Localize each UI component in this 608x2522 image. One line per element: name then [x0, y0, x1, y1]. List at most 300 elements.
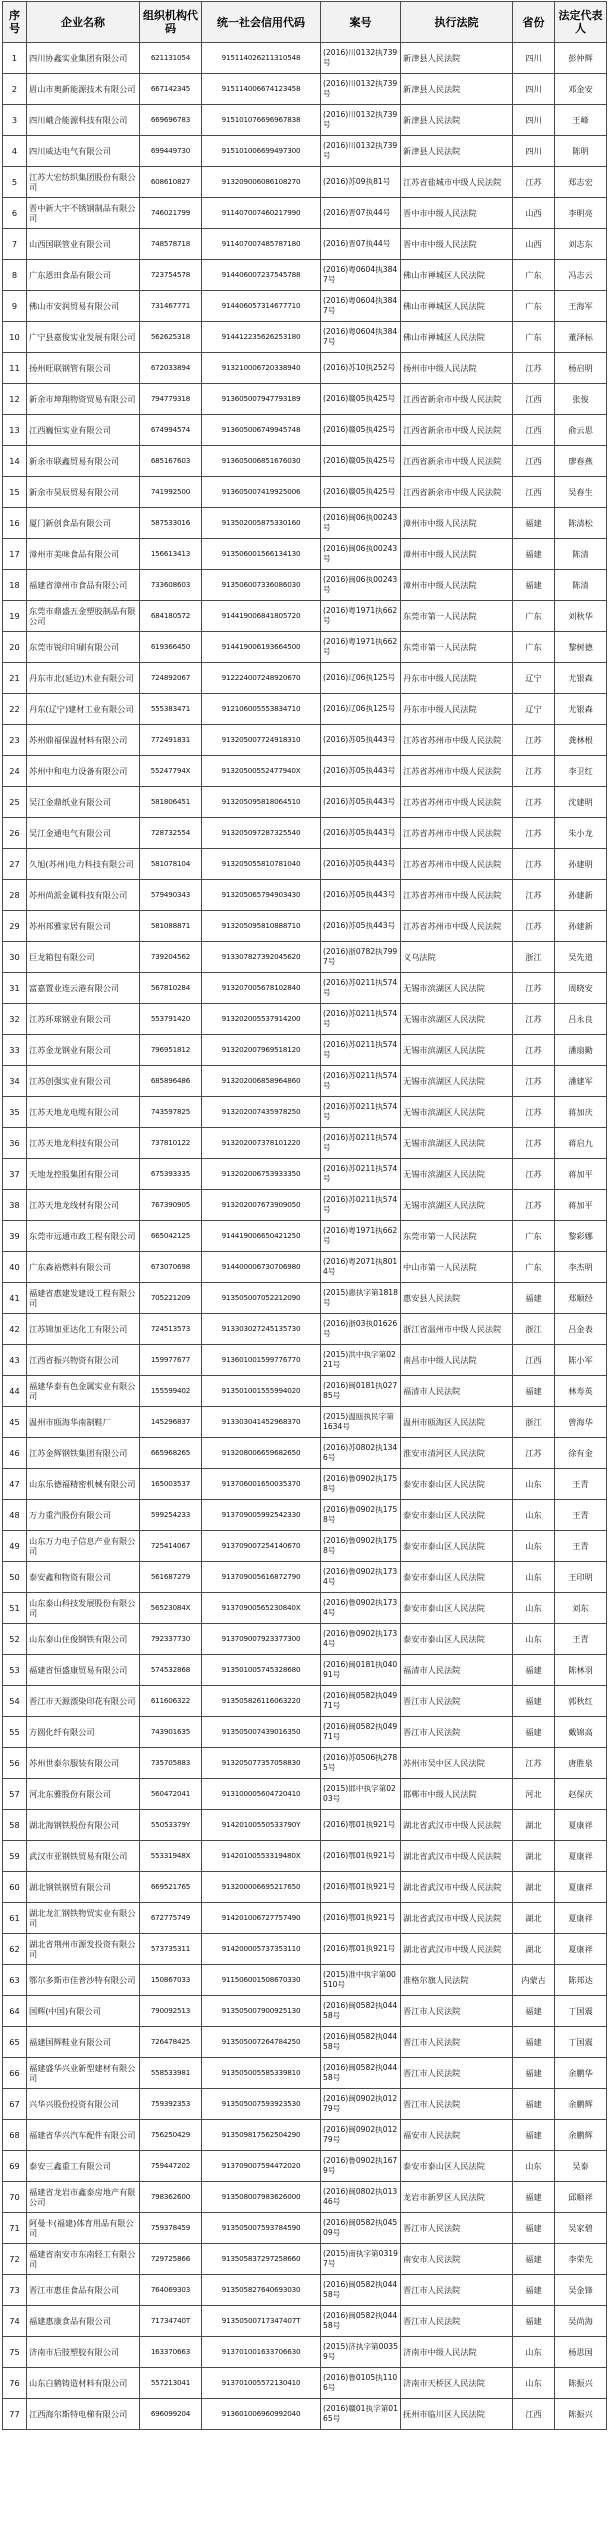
cell-company-name: 新余市昊辰贸易有限公司 — [27, 477, 140, 508]
cell-credit-code: 913505005585339810 — [202, 2058, 321, 2089]
cell-case-number: (2016)苏0802执1346号 — [321, 1438, 401, 1469]
cell-court: 晋江市人民法院 — [401, 2275, 513, 2306]
cell-court: 湖北省武汉市中级人民法院 — [401, 1841, 513, 1872]
cell-province: 福建 — [513, 1717, 555, 1748]
cell-row-index: 61 — [3, 1903, 27, 1934]
cell-credit-code: 914412235626253180 — [202, 322, 321, 353]
cell-company-name: 四川威达电气有限公司 — [27, 136, 140, 167]
cell-credit-code: 913205065794903430 — [202, 880, 321, 911]
cell-company-name: 湖北海钢铁股份有限公司 — [27, 1810, 140, 1841]
table-row — [3, 1531, 607, 1562]
cell-legal-rep: 王青 — [555, 1469, 607, 1500]
cell-court: 无锡市滨湖区人民法院 — [401, 1097, 513, 1128]
cell-legal-rep: 郑顺经 — [555, 1283, 607, 1314]
cell-org-code: 790092513 — [140, 1996, 202, 2027]
cell-row-index: 21 — [3, 663, 27, 694]
table-row — [3, 198, 607, 229]
cell-row-index: 32 — [3, 1004, 27, 1035]
cell-company-name: 江苏天地龙线材有限公司 — [27, 1190, 140, 1221]
cell-court: 龙岩市新罗区人民法院 — [401, 2182, 513, 2213]
cell-court: 江苏省苏州市中级人民法院 — [401, 880, 513, 911]
table-row — [3, 849, 607, 880]
cell-company-name: 吴江金通电气有限公司 — [27, 818, 140, 849]
cell-credit-code: 914406007237545788 — [202, 260, 321, 291]
cell-court: 淮安市清河区人民法院 — [401, 1438, 513, 1469]
cell-court: 中山市第一人民法院 — [401, 1252, 513, 1283]
cell-case-number: (2016)苏0211执574号 — [321, 1035, 401, 1066]
cell-org-code: 599254233 — [140, 1500, 202, 1531]
cell-org-code: 672775749 — [140, 1903, 202, 1934]
cell-province: 江苏 — [513, 880, 555, 911]
cell-case-number: (2016)苏0211执574号 — [321, 1097, 401, 1128]
cell-legal-rep: 尤银森 — [555, 694, 607, 725]
cell-legal-rep: 孙建新 — [555, 880, 607, 911]
cell-legal-rep: 王青 — [555, 1531, 607, 1562]
cell-province: 山东 — [513, 1562, 555, 1593]
cell-credit-code: 913505007593923530 — [202, 2089, 321, 2120]
cell-province: 江苏 — [513, 756, 555, 787]
cell-province: 江苏 — [513, 818, 555, 849]
cell-court: 无锡市滨湖区人民法院 — [401, 1159, 513, 1190]
table-row — [3, 756, 607, 787]
cell-court: 东莞市第一人民法院 — [401, 1221, 513, 1252]
cell-case-number: (2016)鲁0902执1758号 — [321, 1531, 401, 1562]
cell-province: 福建 — [513, 2275, 555, 2306]
table-row — [3, 818, 607, 849]
cell-court: 东莞市第一人民法院 — [401, 601, 513, 632]
cell-org-code: 553791420 — [140, 1004, 202, 1035]
cell-province: 福建 — [513, 2089, 555, 2120]
cell-court: 晋江市人民法院 — [401, 2089, 513, 2120]
cell-org-code: 150867033 — [140, 1965, 202, 1996]
cell-court: 浙江省温州市中级人民法院 — [401, 1314, 513, 1345]
cell-province: 江西 — [513, 477, 555, 508]
cell-company-name: 武汉市亚钢铁贸易有限公司 — [27, 1841, 140, 1872]
cell-province: 山东 — [513, 1500, 555, 1531]
cell-court: 晋江市人民法院 — [401, 2213, 513, 2244]
cell-credit-code: 91350500717347407T — [202, 2306, 321, 2337]
cell-legal-rep: 夏康祥 — [555, 1934, 607, 1965]
table-row — [3, 229, 607, 260]
cell-province: 江西 — [513, 415, 555, 446]
cell-credit-code: 913506001566134130 — [202, 539, 321, 570]
cell-court: 无锡市滨湖区人民法院 — [401, 1004, 513, 1035]
table-row — [3, 601, 607, 632]
cell-court: 江西省新余市中级人民法院 — [401, 384, 513, 415]
cell-province: 辽宁 — [513, 694, 555, 725]
cell-legal-rep: 蒋加平 — [555, 1159, 607, 1190]
cell-case-number: (2016)闽0582执04458号 — [321, 2027, 401, 2058]
table-row — [3, 1686, 607, 1717]
cell-credit-code: 913505007900925130 — [202, 1996, 321, 2027]
cell-credit-code: 915101006699497300 — [202, 136, 321, 167]
cell-org-code: 748578718 — [140, 229, 202, 260]
cell-legal-rep: 陈清 — [555, 539, 607, 570]
cell-province: 四川 — [513, 43, 555, 74]
cell-court: 福清市人民法院 — [401, 1655, 513, 1686]
cell-legal-rep: 李卫红 — [555, 756, 607, 787]
cell-row-index: 72 — [3, 2244, 27, 2275]
cell-company-name: 四川协鑫实业集团有限公司 — [27, 43, 140, 74]
cell-row-index: 66 — [3, 2058, 27, 2089]
cell-case-number: (2016)鄂01执921号 — [321, 1810, 401, 1841]
cell-row-index: 40 — [3, 1252, 27, 1283]
cell-province: 山东 — [513, 1624, 555, 1655]
cell-org-code: 746021799 — [140, 198, 202, 229]
cell-credit-code: 911407007485787180 — [202, 229, 321, 260]
cell-province: 山西 — [513, 198, 555, 229]
cell-row-index: 17 — [3, 539, 27, 570]
cell-court: 湖北省武汉市中级人民法院 — [401, 1810, 513, 1841]
cell-province: 江苏 — [513, 1035, 555, 1066]
table-row — [3, 570, 607, 601]
cell-case-number: (2016)苏0211执574号 — [321, 1128, 401, 1159]
cell-case-number: (2016)赣01执字第0165号 — [321, 2399, 401, 2430]
cell-credit-code: 913701005572130410 — [202, 2368, 321, 2399]
cell-court: 准格尔旗人民法院 — [401, 1965, 513, 1996]
table-row — [3, 2151, 607, 2182]
cell-credit-code: 913709005616872790 — [202, 1562, 321, 1593]
cell-court: 漳州市中级人民法院 — [401, 508, 513, 539]
cell-credit-code: 913509817562504290 — [202, 2120, 321, 2151]
table-row — [3, 2213, 607, 2244]
cell-case-number: (2016)苏0211执574号 — [321, 1004, 401, 1035]
cell-court: 江苏省苏州市中级人民法院 — [401, 787, 513, 818]
cell-province: 江苏 — [513, 911, 555, 942]
table-row — [3, 880, 607, 911]
cell-row-index: 44 — [3, 1376, 27, 1407]
cell-province: 湖北 — [513, 1841, 555, 1872]
cell-company-name: 山东白鹤铸造材料有限公司 — [27, 2368, 140, 2399]
cell-credit-code: 913307827392045620 — [202, 942, 321, 973]
table-row — [3, 1469, 607, 1500]
cell-company-name: 泰安三鑫重工有限公司 — [27, 2151, 140, 2182]
cell-province: 福建 — [513, 508, 555, 539]
cell-row-index: 36 — [3, 1128, 27, 1159]
cell-court: 无锡市滨湖区人民法院 — [401, 1035, 513, 1066]
cell-row-index: 73 — [3, 2275, 27, 2306]
cell-company-name: 丹东市北(延边)木业有限公司 — [27, 663, 140, 694]
cell-row-index: 65 — [3, 2027, 27, 2058]
cell-company-name: 眉山市奥新能源技术有限公司 — [27, 74, 140, 105]
cell-credit-code: 913709007254140670 — [202, 1531, 321, 1562]
cell-court: 泰安市泰山区人民法院 — [401, 1531, 513, 1562]
table-row — [3, 911, 607, 942]
cell-case-number: (2016)川0132执739号 — [321, 136, 401, 167]
cell-legal-rep: 陈振兴 — [555, 2399, 607, 2430]
cell-court: 晋江市人民法院 — [401, 1717, 513, 1748]
cell-row-index: 18 — [3, 570, 27, 601]
cell-org-code: 684180572 — [140, 601, 202, 632]
table-row — [3, 942, 607, 973]
cell-case-number: (2016)鲁0902执1734号 — [321, 1562, 401, 1593]
table-row — [3, 384, 607, 415]
cell-row-index: 39 — [3, 1221, 27, 1252]
cell-legal-rep: 吴金锋 — [555, 2275, 607, 2306]
cell-province: 辽宁 — [513, 663, 555, 694]
header-org-code: 组织机构代码 — [140, 2, 202, 43]
cell-province: 广东 — [513, 1221, 555, 1252]
cell-court: 佛山市禅城区人民法院 — [401, 260, 513, 291]
cell-case-number: (2016)川0132执739号 — [321, 74, 401, 105]
cell-credit-code: 912224007248920670 — [202, 663, 321, 694]
cell-legal-rep: 吴先道 — [555, 942, 607, 973]
cell-legal-rep: 邓金安 — [555, 74, 607, 105]
cell-court: 晋中市中级人民法院 — [401, 229, 513, 260]
table-row — [3, 1500, 607, 1531]
cell-company-name: 晋江市天源漂染印花有限公司 — [27, 1686, 140, 1717]
cell-org-code: 608610827 — [140, 167, 202, 198]
cell-legal-rep: 陈邦达 — [555, 1965, 607, 1996]
cell-row-index: 77 — [3, 2399, 27, 2430]
cell-row-index: 3 — [3, 105, 27, 136]
cell-org-code: 665042125 — [140, 1221, 202, 1252]
cell-province: 山东 — [513, 1469, 555, 1500]
cell-row-index: 67 — [3, 2089, 27, 2120]
cell-case-number: (2016)鲁0902执1758号 — [321, 1500, 401, 1531]
cell-org-code: 55331948X — [140, 1841, 202, 1872]
cell-org-code: 567810284 — [140, 973, 202, 1004]
cell-case-number: (2016)苏05执443号 — [321, 849, 401, 880]
cell-credit-code: 913505007264784250 — [202, 2027, 321, 2058]
cell-company-name: 巨龙箱包有限公司 — [27, 942, 140, 973]
cell-row-index: 49 — [3, 1531, 27, 1562]
cell-company-name: 福建国辉鞋业有限公司 — [27, 2027, 140, 2058]
table-row — [3, 2399, 607, 2430]
cell-legal-rep: 郑志宏 — [555, 167, 607, 198]
table-row — [3, 1934, 607, 1965]
cell-court: 漳州市中级人民法院 — [401, 539, 513, 570]
cell-row-index: 27 — [3, 849, 27, 880]
cell-legal-rep: 龚林根 — [555, 725, 607, 756]
cell-case-number: (2016)闽06执00243号 — [321, 539, 401, 570]
cell-row-index: 68 — [3, 2120, 27, 2151]
cell-credit-code: 913605007947793189 — [202, 384, 321, 415]
cell-court: 温州市瓯海区人民法院 — [401, 1407, 513, 1438]
cell-credit-code: 914419006650421250 — [202, 1221, 321, 1252]
cell-court: 湖北省武汉市中级人民法院 — [401, 1934, 513, 1965]
cell-case-number: (2016)苏0211执574号 — [321, 1066, 401, 1097]
cell-org-code: 579490343 — [140, 880, 202, 911]
cell-province: 江苏 — [513, 1190, 555, 1221]
cell-org-code: 581806451 — [140, 787, 202, 818]
cell-row-index: 75 — [3, 2337, 27, 2368]
cell-legal-rep: 丁国震 — [555, 2027, 607, 2058]
cell-org-code: 665968265 — [140, 1438, 202, 1469]
cell-case-number: (2016)闽0582执04458号 — [321, 1996, 401, 2027]
cell-case-number: (2016)粤0604执3847号 — [321, 291, 401, 322]
cell-credit-code: 913209006086108270 — [202, 167, 321, 198]
cell-org-code: 767390905 — [140, 1190, 202, 1221]
cell-row-index: 7 — [3, 229, 27, 260]
cell-row-index: 26 — [3, 818, 27, 849]
cell-org-code: 675393335 — [140, 1159, 202, 1190]
cell-credit-code: 913505827640693030 — [202, 2275, 321, 2306]
cell-case-number: (2016)闽0582执04971号 — [321, 1686, 401, 1717]
cell-legal-rep: 李明亮 — [555, 198, 607, 229]
cell-row-index: 2 — [3, 74, 27, 105]
cell-org-code: 772491831 — [140, 725, 202, 756]
cell-court: 泰安市泰山区人民法院 — [401, 1624, 513, 1655]
cell-province: 内蒙古 — [513, 1965, 555, 1996]
cell-org-code: 735705883 — [140, 1748, 202, 1779]
cell-case-number: (2016)闽06执00243号 — [321, 570, 401, 601]
cell-legal-rep: 王青 — [555, 1624, 607, 1655]
cell-court: 济南市中级人民法院 — [401, 2337, 513, 2368]
table-row — [3, 1965, 607, 1996]
cell-company-name: 福建省惠建发建设工程有限公司 — [27, 1283, 140, 1314]
cell-credit-code: 913605007419925006 — [202, 477, 321, 508]
cell-company-name: 阿曼卡(福建)体育用品有限公司 — [27, 2213, 140, 2244]
cell-legal-rep: 邱顺祥 — [555, 2182, 607, 2213]
cell-row-index: 60 — [3, 1872, 27, 1903]
cell-legal-rep: 朱小龙 — [555, 818, 607, 849]
cell-province: 福建 — [513, 1686, 555, 1717]
cell-company-name: 方圆化纤有限公司 — [27, 1717, 140, 1748]
cell-org-code: 685167603 — [140, 446, 202, 477]
cell-company-name: 新余市联鑫贸易有限公司 — [27, 446, 140, 477]
cell-case-number: (2015)邯中执字第0203号 — [321, 1779, 401, 1810]
cell-org-code: 743901635 — [140, 1717, 202, 1748]
cell-case-number: (2016)闽0181执02785号 — [321, 1376, 401, 1407]
table-row — [3, 1159, 607, 1190]
cell-court: 福清市人民法院 — [401, 1376, 513, 1407]
cell-legal-rep: 吴尚海 — [555, 2306, 607, 2337]
cell-legal-rep: 林寿英 — [555, 1376, 607, 1407]
cell-case-number: (2016)赣05执425号 — [321, 477, 401, 508]
cell-province: 福建 — [513, 2213, 555, 2244]
cell-company-name: 江西省振兴物资有限公司 — [27, 1345, 140, 1376]
cell-credit-code: 914419006841805720 — [202, 601, 321, 632]
cell-company-name: 江苏金辉钢铁集团有限公司 — [27, 1438, 140, 1469]
cell-province: 江苏 — [513, 1128, 555, 1159]
cell-credit-code: 913501005745328680 — [202, 1655, 321, 1686]
cell-province: 福建 — [513, 2120, 555, 2151]
cell-org-code: 611606322 — [140, 1686, 202, 1717]
table-row — [3, 1779, 607, 1810]
cell-case-number: (2016)鲁0902执1758号 — [321, 1469, 401, 1500]
cell-company-name: 江苏金龙钢业有限公司 — [27, 1035, 140, 1066]
table-row — [3, 2058, 607, 2089]
cell-org-code: 672033894 — [140, 353, 202, 384]
cell-case-number: (2016)浙0782执7997号 — [321, 942, 401, 973]
cell-company-name: 福建省龙岩市鑫泰房地产有限公司 — [27, 2182, 140, 2213]
cell-legal-rep: 李荣先 — [555, 2244, 607, 2275]
table-row — [3, 415, 607, 446]
cell-province: 福建 — [513, 2182, 555, 2213]
cell-legal-rep: 廖春燕 — [555, 446, 607, 477]
cell-legal-rep: 夏康祥 — [555, 1872, 607, 1903]
cell-province: 江西 — [513, 1345, 555, 1376]
cell-company-name: 新余市坤翔物资贸易有限公司 — [27, 384, 140, 415]
cell-row-index: 16 — [3, 508, 27, 539]
cell-province: 湖北 — [513, 1903, 555, 1934]
cell-case-number: (2016)鲁0902执1734号 — [321, 1624, 401, 1655]
cell-case-number: (2016)苏05执443号 — [321, 818, 401, 849]
cell-credit-code: 91420100550533790Y — [202, 1810, 321, 1841]
cell-org-code: 669696783 — [140, 105, 202, 136]
cell-company-name: 吴江金鼎纸业有限公司 — [27, 787, 140, 818]
cell-legal-rep: 王青 — [555, 1500, 607, 1531]
cell-company-name: 东莞市鼎盛五金塑胶制品有限公司 — [27, 601, 140, 632]
cell-org-code: 764069303 — [140, 2275, 202, 2306]
table-row — [3, 167, 607, 198]
cell-credit-code: 913505007593784590 — [202, 2213, 321, 2244]
cell-case-number: (2016)鲁0902执1734号 — [321, 1593, 401, 1624]
cell-province: 浙江 — [513, 1407, 555, 1438]
cell-credit-code: 913210006720338940 — [202, 353, 321, 384]
cell-court: 无锡市滨湖区人民法院 — [401, 1066, 513, 1097]
cell-org-code: 728732554 — [140, 818, 202, 849]
cell-province: 四川 — [513, 105, 555, 136]
cell-row-index: 31 — [3, 973, 27, 1004]
cell-org-code: 737810122 — [140, 1128, 202, 1159]
cell-org-code: 705221209 — [140, 1283, 202, 1314]
cell-company-name: 福建盛华兴业新型建材有限公司 — [27, 2058, 140, 2089]
cell-case-number: (2016)辽06执125号 — [321, 663, 401, 694]
cell-province: 山东 — [513, 1593, 555, 1624]
cell-credit-code: 913202006753933350 — [202, 1159, 321, 1190]
table-row — [3, 2120, 607, 2151]
cell-province: 湖北 — [513, 1872, 555, 1903]
cell-credit-code: 913303041452968370 — [202, 1407, 321, 1438]
cell-court: 江苏省苏州市中级人民法院 — [401, 849, 513, 880]
cell-case-number: (2016)闽0582执04458号 — [321, 2058, 401, 2089]
cell-legal-rep: 黎彩娜 — [555, 1221, 607, 1252]
table-row — [3, 1841, 607, 1872]
cell-case-number: (2016)闽0802执01346号 — [321, 2182, 401, 2213]
cell-credit-code: 913208006659682650 — [202, 1438, 321, 1469]
cell-legal-rep: 丁国震 — [555, 1996, 607, 2027]
cell-province: 湖北 — [513, 1810, 555, 1841]
cell-province: 江西 — [513, 384, 555, 415]
cell-credit-code: 911506001508670330 — [202, 1965, 321, 1996]
cell-legal-rep: 夏康祥 — [555, 1841, 607, 1872]
cell-legal-rep: 刘东 — [555, 1593, 607, 1624]
cell-org-code: 759447202 — [140, 2151, 202, 2182]
cell-legal-rep: 沈建明 — [555, 787, 607, 818]
cell-court: 扬州市中级人民法院 — [401, 353, 513, 384]
cell-case-number: (2016)闽0902执01279号 — [321, 2089, 401, 2120]
cell-org-code: 792337730 — [140, 1624, 202, 1655]
table-row — [3, 1314, 607, 1345]
cell-org-code: 163370663 — [140, 2337, 202, 2368]
cell-org-code: 673070698 — [140, 1252, 202, 1283]
cell-row-index: 22 — [3, 694, 27, 725]
table-row — [3, 43, 607, 74]
cell-row-index: 1 — [3, 43, 27, 74]
cell-row-index: 5 — [3, 167, 27, 198]
cell-court: 晋江市人民法院 — [401, 2306, 513, 2337]
cell-case-number: (2016)鄂01执921号 — [321, 1841, 401, 1872]
cell-case-number: (2016)苏05执443号 — [321, 911, 401, 942]
table-row — [3, 1717, 607, 1748]
table-row — [3, 1376, 607, 1407]
cell-row-index: 47 — [3, 1469, 27, 1500]
table-row — [3, 1252, 607, 1283]
cell-case-number: (2016)粤1971执662号 — [321, 601, 401, 632]
cell-court: 泰安市泰山区人民法院 — [401, 1562, 513, 1593]
cell-case-number: (2016)苏0211执574号 — [321, 1190, 401, 1221]
table-row — [3, 2306, 607, 2337]
cell-company-name: 福建省南安市东南轻工有限公司 — [27, 2244, 140, 2275]
cell-credit-code: 913709007594472020 — [202, 2151, 321, 2182]
cell-legal-rep: 陈清松 — [555, 508, 607, 539]
cell-province: 福建 — [513, 539, 555, 570]
cell-case-number: (2016)苏05执443号 — [321, 756, 401, 787]
cell-case-number: (2016)闽06执00243号 — [321, 508, 401, 539]
cell-company-name: 江苏天地龙科技有限公司 — [27, 1128, 140, 1159]
